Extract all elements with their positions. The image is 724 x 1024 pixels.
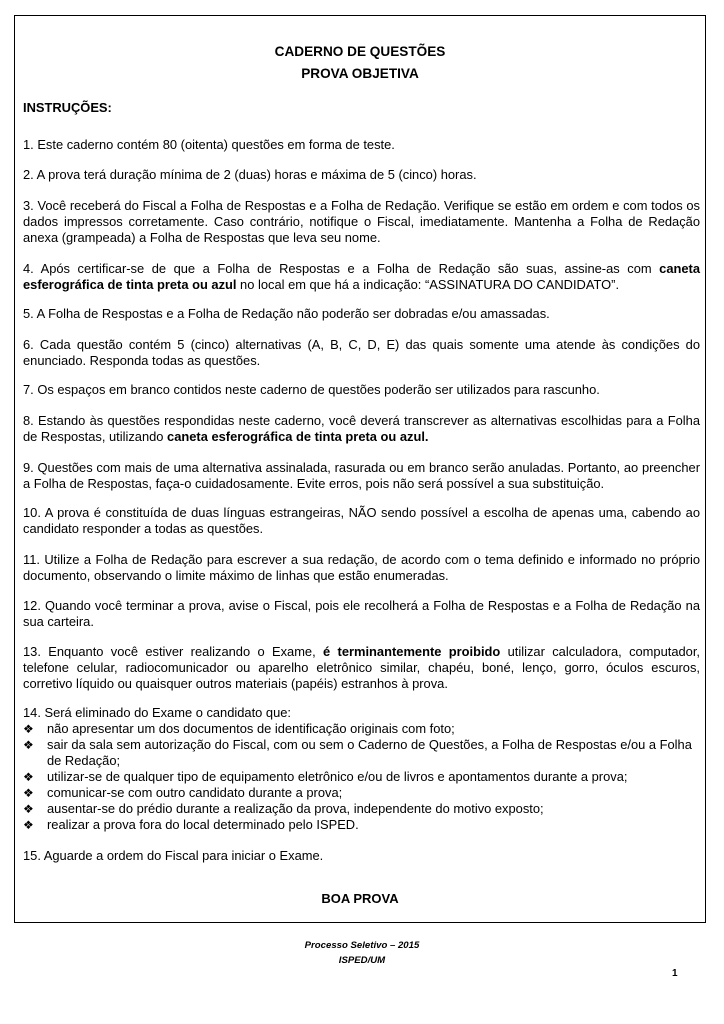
document-title: CADERNO DE QUESTÕES [274,44,446,59]
diamond-bullet-icon: ❖ [23,802,34,816]
closing-text: BOA PROVA [321,891,399,906]
instruction-8-emphasis: caneta esferográfica de tinta preta ou azul. [167,429,429,444]
instruction-7: 7. Os espaços em branco contidos neste caderno de questões poderão ser utilizados para rascunho. [23,382,600,397]
instruction-4-emphasis: caneta esferográfica de tinta preta ou azul [23,261,700,292]
instruction-15: 15. Aguarde a ordem do Fiscal para iniciar o Exame. [23,848,324,863]
instruction-13-text-a: 13. Enquanto você estiver realizando o Exame, [23,644,324,659]
instruction-12: 12. Quando você terminar a prova, avise o Fiscal, pois ele recolherá a Folha de Respostas e a Folha de Redação na sua carteira. [23,598,700,629]
instruction-4-text-a: 4. Após certificar-se de que a Folha de Respostas e a Folha de Redação são suas, assine-as com [23,261,660,276]
instruction-9: 9. Questões com mais de uma alternativa assinalada, rasurada ou em branco serão anuladas. Portanto, ao preencher a Folha de Respostas, faça-o cuidadosamente. Evite erros, pois não será possível a sua substituição. [23,460,700,491]
instruction-4-text-c: no local em que há a indicação: “ASSINATURA DO CANDIDATO”. [236,277,620,292]
page-number: 1 [672,968,678,979]
elimination-bullet-text: sair da sala sem autorização do Fiscal, com ou sem o Caderno de Questões, a Folha de Respostas e/ou a Folha de Redação; [47,737,692,768]
instruction-10: 10. A prova é constituída de duas línguas estrangeiras, NÃO sendo possível a escolha de apenas uma, cabendo ao candidato responder a todas as questões. [23,505,700,536]
diamond-bullet-icon: ❖ [23,770,34,784]
elimination-bullet-text: comunicar-se com outro candidato durante a prova; [47,785,343,800]
instruction-8-text-a: 8. Estando às questões respondidas neste caderno, você deverá transcrever as alternativas escolhidas para a Folha de Respostas, utilizando [23,413,700,444]
instruction-14: 14. Será eliminado do Exame o candidato que: [23,705,292,720]
elimination-bullet-text: não apresentar um dos documentos de identificação originais com foto; [47,721,455,736]
instruction-3: 3. Você receberá do Fiscal a Folha de Respostas e a Folha de Redação. Verifique se estão em ordem e com todos os dados impressos corretamente. Caso contrário, notifique o Fiscal, imediatamente. Mantenha a Folha de Redação anexa (grampeada) a Folha de Respostas que leva seu nome. [23,198,700,245]
elimination-bullet-text: realizar a prova fora do local determinado pelo ISPED. [47,817,359,832]
instruction-13 [23,644,700,692]
instruction-13-text-c: utilizar calculadora, computador, telefone celular, radiocomunicador ou aparelho eletrônico similar, chapéu, boné, lenço, gorro, óculos escuros, corretivo líquido ou quaisquer outros materiais (papéis) estranhos à prova. [23,644,701,691]
elimination-bullet-text: utilizar-se de qualquer tipo de equipamento eletrônico e/ou de livros e apontamentos durante a prova; [47,769,628,784]
instruction-5: 5. A Folha de Respostas e a Folha de Redação não poderão ser dobradas e/ou amassadas. [23,306,550,321]
instructions-box [14,15,706,923]
instruction-2: 2. A prova terá duração mínima de 2 (duas) horas e máxima de 5 (cinco) horas. [23,167,477,182]
diamond-bullet-icon: ❖ [23,818,34,832]
diamond-bullet-icon: ❖ [23,738,34,752]
instruction-1: 1. Este caderno contém 80 (oitenta) questões em forma de teste. [23,137,395,152]
instruction-6: 6. Cada questão contém 5 (cinco) alternativas (A, B, C, D, E) das quais somente uma atende às condições do enunciado. Responda todas as questões. [23,337,700,368]
diamond-bullet-icon: ❖ [23,722,34,736]
instruction-11: 11. Utilize a Folha de Redação para escrever a sua redação, de acordo com o tema definido e informado no próprio documento, observando o limite máximo de linhas que estão enumeradas. [23,552,700,583]
document-subtitle: PROVA OBJETIVA [301,66,419,81]
elimination-bullet-text: ausentar-se do prédio durante a realização da prova, independente do motivo exposto; [47,801,544,816]
footer-institution: ISPED/UM [338,955,386,966]
instruction-8 [23,413,700,445]
instructions-heading: INSTRUÇÕES: [23,100,112,115]
instruction-13-emphasis: é terminantemente proibido [323,644,501,659]
diamond-bullet-icon: ❖ [23,786,34,800]
footer-process-line: Processo Seletivo – 2015 [304,940,420,951]
instruction-4 [23,261,700,293]
